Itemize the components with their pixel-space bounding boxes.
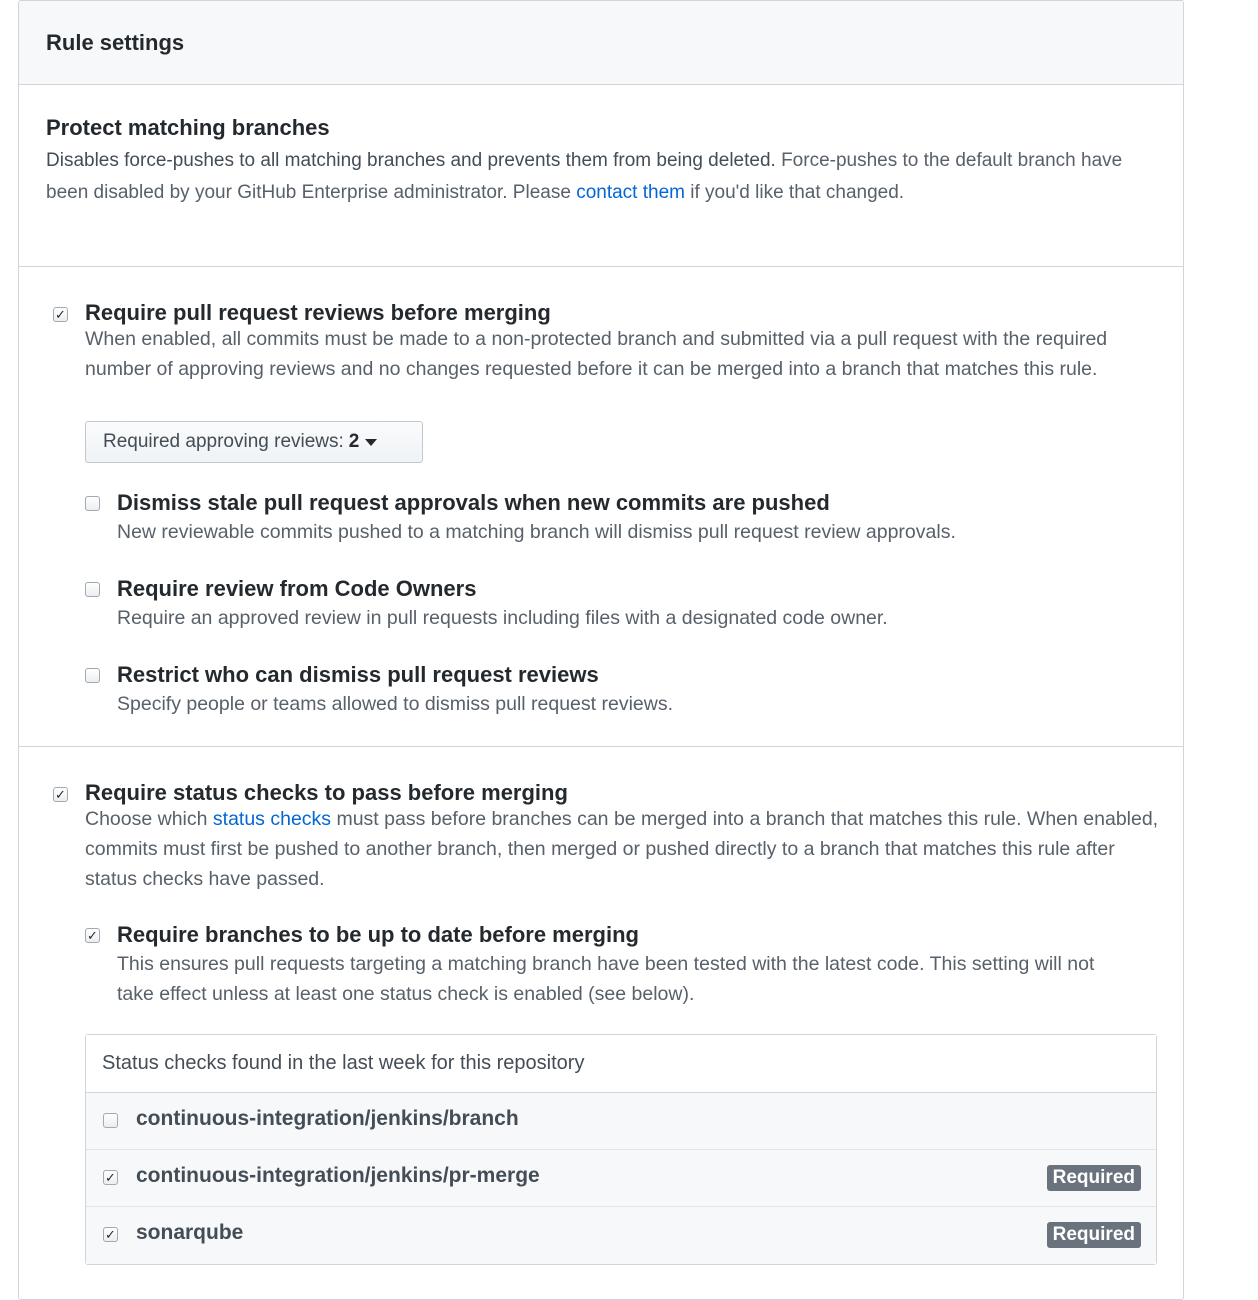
status-check-checkbox[interactable]	[103, 1227, 118, 1242]
checkmark-icon: ✓	[105, 1170, 116, 1185]
required-badge: Required	[1047, 1222, 1141, 1248]
status-check-name: sonarqube	[136, 1221, 244, 1244]
required-approving-reviews-select[interactable]	[85, 421, 423, 463]
dismiss-stale-title: Dismiss stale pull request approvals when new commits are pushed	[117, 490, 830, 515]
dismiss-stale-checkbox[interactable]	[85, 496, 100, 511]
checkmark-icon: ✓	[55, 787, 66, 802]
status-check-name: continuous-integration/jenkins/pr-merge	[136, 1164, 540, 1187]
protect-section	[19, 85, 1183, 267]
code-owners-description: Require an approved review in pull requests including files with a designated code owner.	[117, 607, 888, 629]
up-to-date-title: Require branches to be up to date before merging	[117, 922, 639, 947]
status-check-name: continuous-integration/jenkins/branch	[136, 1107, 519, 1130]
protect-title: Protect matching branches	[46, 115, 330, 140]
select-value: 2	[348, 431, 360, 452]
protect-description	[46, 145, 1123, 209]
rule-settings-panel	[18, 0, 1184, 1300]
code-owners-title: Require review from Code Owners	[117, 576, 477, 601]
require-status-checks-title: Require status checks to pass before merging	[85, 780, 568, 805]
restrict-dismiss-title: Restrict who can dismiss pull request reviews	[117, 662, 599, 687]
require-status-checks-checkbox[interactable]	[53, 787, 68, 802]
up-to-date-description: This ensures pull requests targeting a matching branch have been tested with the latest code. This setting will not take effect unless at least one status check is enabled (see below).	[117, 953, 1095, 1005]
checkmark-icon: ✓	[87, 928, 98, 943]
require-reviews-description: When enabled, all commits must be made to a non-protected branch and submitted via a pull request with the required number of approving reviews and no changes requested before it can be merged into a branch that matches this rule.	[85, 328, 1108, 380]
restrict-dismiss-checkbox[interactable]	[85, 668, 100, 683]
require-status-checks-description	[85, 804, 1160, 894]
checkmark-icon: ✓	[55, 307, 66, 322]
status-check-row	[86, 1207, 1156, 1264]
required-badge: Required	[1047, 1165, 1141, 1191]
restrict-dismiss-description: Specify people or teams allowed to dismiss pull request reviews.	[117, 693, 674, 715]
status-checks-link[interactable]: status checks	[212, 808, 332, 830]
caret-down-icon	[365, 439, 377, 446]
code-owners-checkbox[interactable]	[85, 582, 100, 597]
status-desc-start: Choose which	[85, 808, 213, 830]
protect-lead: Disables force-pushes to all matching branches and prevents them from being deleted.	[46, 150, 776, 171]
panel-header	[19, 0, 1183, 85]
protect-note-start: Force-pushes to the default branch have been disabled by your GitHub Enterprise administrator. Please	[46, 150, 1123, 203]
require-reviews-checkbox[interactable]	[53, 307, 68, 322]
protect-note-end: if you'd like that changed.	[684, 182, 905, 203]
status-checks-list	[85, 1034, 1157, 1265]
panel-title: Rule settings	[46, 29, 185, 55]
up-to-date-checkbox[interactable]	[85, 928, 100, 943]
status-desc-end: must pass before branches can be merged into a branch that matches this rule. When enabled, commits must first be pushed to another branch, then merged or pushed directly to a branch that matches this rule after status checks have passed.	[85, 808, 1159, 890]
status-check-checkbox[interactable]	[103, 1170, 118, 1185]
dismiss-stale-description: New reviewable commits pushed to a matching branch will dismiss pull request review approvals.	[117, 521, 956, 543]
status-checks-header: Status checks found in the last week for this repository	[86, 1035, 1156, 1093]
select-label: Required approving reviews:	[103, 431, 344, 452]
checkmark-icon: ✓	[105, 1227, 116, 1242]
require-reviews-title: Require pull request reviews before merging	[85, 300, 551, 325]
status-check-row	[86, 1093, 1156, 1150]
status-check-checkbox[interactable]	[103, 1113, 118, 1128]
contact-admin-link[interactable]: contact them	[576, 182, 685, 203]
status-check-row	[86, 1150, 1156, 1207]
reviews-section	[19, 267, 1183, 747]
